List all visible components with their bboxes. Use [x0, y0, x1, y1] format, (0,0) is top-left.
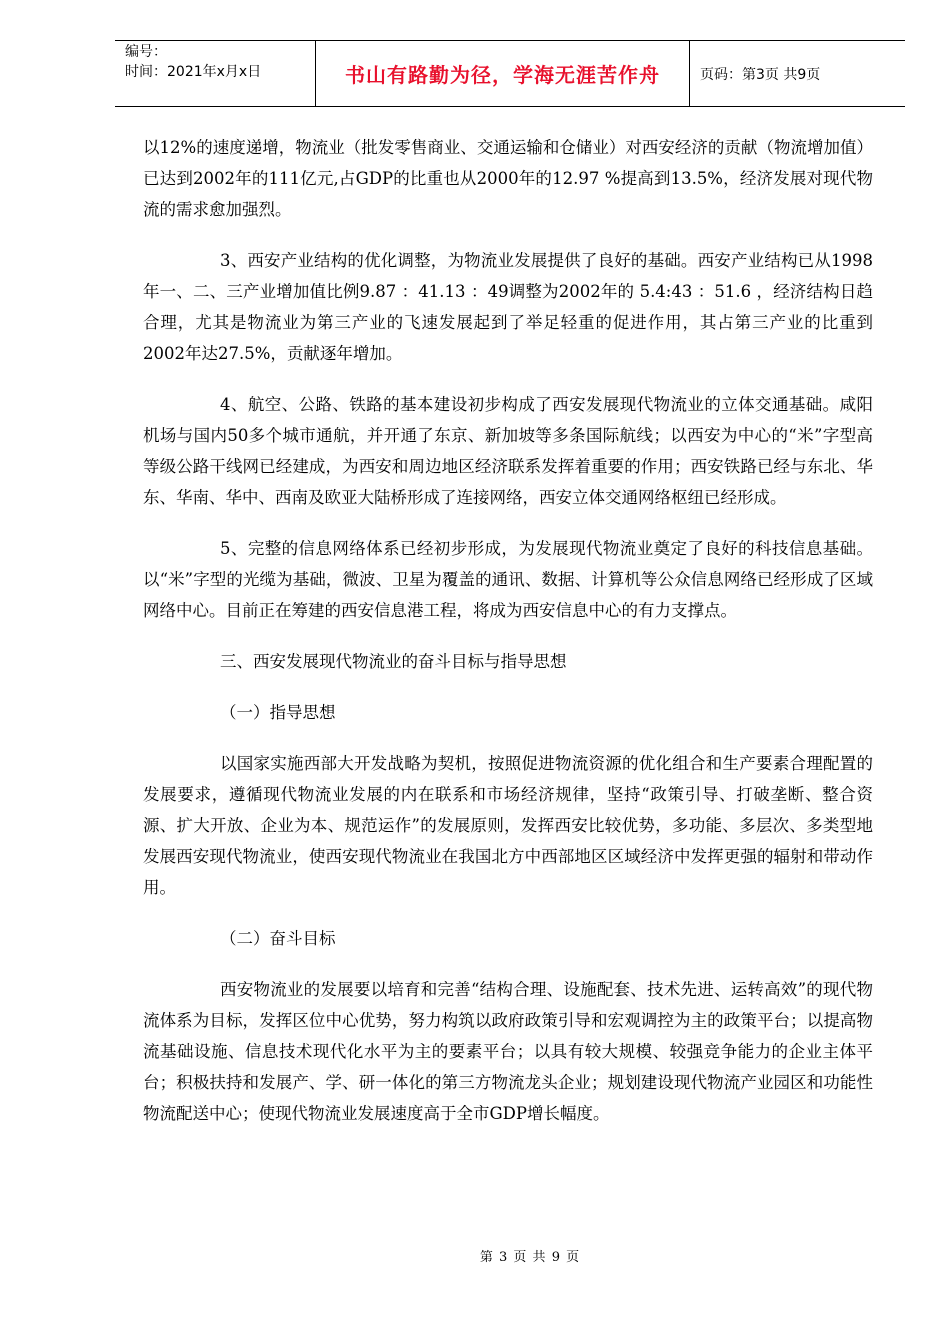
section-heading-3: 三、西安发展现代物流业的奋斗目标与指导思想 — [220, 652, 567, 671]
paragraph-information-network: 5、完整的信息网络体系已经初步形成，为发展现代物流业奠定了良好的科技信息基础。以“米”字型的光缆为基础，微波、卫星为覆盖的通讯、数据、计算机等公众信息网络已经形成了区域网络中心。目前正在筹建的西安信息港工程，将成为西安信息中心的有力支撑点。 — [143, 539, 873, 620]
paragraph-goals: 西安物流业的发展要以培育和完善“结构合理、设施配套、技术先进、运转高效”的现代物流体系为目标，发挥区位中心优势，努力构筑以政府政策引导和宏观调控为主的政策平台；以提高物流基础设施、信息技术现代化水平为主的要素平台；以具有较大规模、较强竞争能力的企业主体平台；积极扶持和发展产、学、研一体化的第三方物流龙头企业；规划建设现代物流产业园区和功能性物流配送中心；使现代物流业发展速度高于全市GDP增长幅度。 — [143, 980, 873, 1123]
subheading-guiding-ideology: （一）指导思想 — [220, 703, 336, 722]
header-motto: 书山有路勤为径，学海无涯苦作舟 — [315, 41, 690, 106]
subheading-goals: （二）奋斗目标 — [220, 929, 336, 948]
paragraph-continued: 以12%的速度递增，物流业（批发零售商业、交通运输和仓储业）对西安经济的贡献（物流增加值）已达到2002年的111亿元,占GDP的比重也从2000年的12.97 %提高到13.5%，经济发展对现代物流的需求愈加强烈。 — [143, 138, 873, 219]
page-footer: 第 3 页 共 9 页 — [479, 1250, 581, 1265]
paragraph-guiding-ideology: 以国家实施西部大开发战略为契机，按照促进物流资源的优化组合和生产要素合理配置的发展要求，遵循现代物流业发展的内在联系和市场经济规律，坚持“政策引导、打破垄断、整合资源、扩大开放、企业为本、规范运作”的发展原则，发挥西安比较优势，多功能、多层次、多类型地发展西安现代物流业，使西安现代物流业在我国北方中西部地区区域经济中发挥更强的辐射和带动作用。 — [143, 754, 873, 897]
page-header — [115, 40, 905, 107]
header-meta — [115, 41, 315, 106]
document-number: 编号： — [125, 44, 167, 60]
document-time: 时间：2021年x月x日 — [125, 64, 262, 80]
document-body — [143, 132, 873, 1129]
paragraph-transport: 4、航空、公路、铁路的基本建设初步构成了西安发展现代物流业的立体交通基础。咸阳机场与国内50多个城市通航，并开通了东京、新加坡等多条国际航线；以西安为中心的“米”字型高等级公路干线网已经建成，为西安和周边地区经济联系发挥着重要的作用；西安铁路已经与东北、华东、华南、华中、西南及欧亚大陆桥形成了连接网络，西安立体交通网络枢纽已经形成。 — [143, 395, 873, 507]
header-page-info: 页码：第3页 共9页 — [700, 66, 821, 83]
paragraph-industry-structure: 3、西安产业结构的优化调整，为物流业发展提供了良好的基础。西安产业结构已从1998年一、二、三产业增加值比例9.87 ：41.13 ：49调整为2002年的 5.4:43 ：51.6 ，经济结构日趋合理，尤其是物流业为第三产业的飞速发展起到了举足轻重的促进作用，其占第三产业的比重到2002年达27.5%，贡献逐年增加。 — [143, 251, 873, 363]
